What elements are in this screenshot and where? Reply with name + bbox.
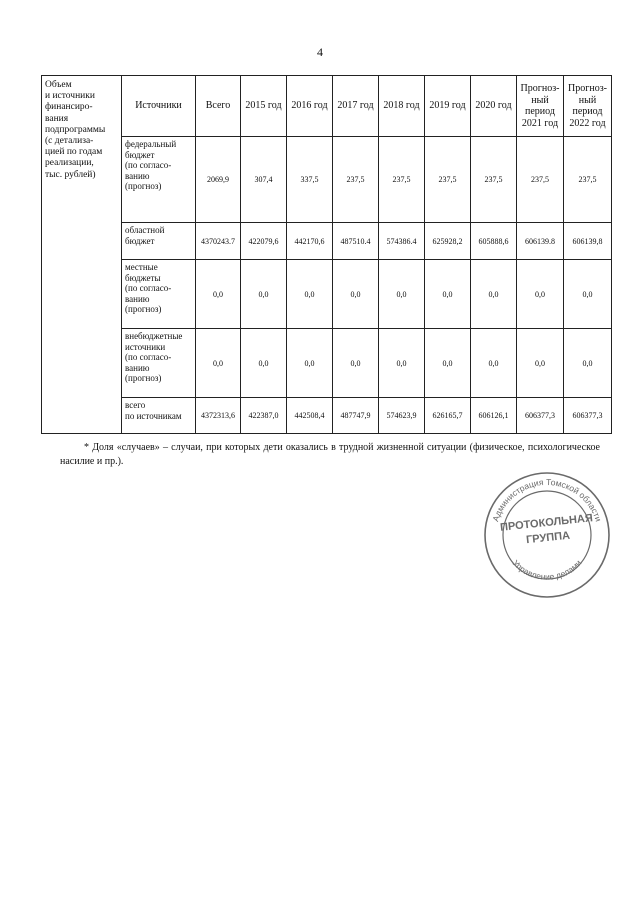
value-cell: 0,0 [471,329,517,398]
value-cell: 0,0 [287,260,333,329]
value-cell: 0,0 [471,260,517,329]
column-header: 2018 год [379,76,425,137]
value-cell: 0,0 [333,260,379,329]
column-header: 2017 год [333,76,379,137]
stamp-center-line1: ПРОТОКОЛЬНАЯ [499,512,594,534]
value-cell: 237,5 [379,137,425,223]
table-row [42,398,612,434]
value-cell: 0,0 [425,260,471,329]
value-cell: 606139.8 [517,223,564,260]
value-cell: 307,4 [241,137,287,223]
value-cell: 422387,0 [241,398,287,434]
value-cell: 0,0 [287,329,333,398]
column-header: Прогноз- ный период 2022 год [564,76,612,137]
value-cell: 237,5 [471,137,517,223]
value-cell: 606126,1 [471,398,517,434]
value-cell: 4372313,6 [196,398,241,434]
value-cell: 237,5 [564,137,612,223]
value-cell: 0,0 [379,260,425,329]
column-header: 2019 год [425,76,471,137]
value-cell: 0,0 [517,329,564,398]
source-cell: областной бюджет [122,223,196,260]
stamp-outer-text: Администрация Томской области [490,476,604,523]
value-cell: 0,0 [196,260,241,329]
value-cell: 606139,8 [564,223,612,260]
value-cell: 237,5 [333,137,379,223]
column-header: Всего [196,76,241,137]
value-cell: 487747,9 [333,398,379,434]
value-cell: 487510.4 [333,223,379,260]
column-header: 2020 год [471,76,517,137]
value-cell: 625928,2 [425,223,471,260]
value-cell: 574386.4 [379,223,425,260]
value-cell: 0,0 [425,329,471,398]
source-cell: федеральный бюджет (по согласо- ванию (прогноз) [122,137,196,223]
value-cell: 337,5 [287,137,333,223]
organization-stamp [482,470,612,600]
column-header: Источники [122,76,196,137]
subprogram-financing-label: Объем и источники финансиро- вания подпрограммы (с детализа- цией по годам реализации, тыс. рублей) [42,76,122,434]
value-cell: 0,0 [564,260,612,329]
value-cell: 606377,3 [517,398,564,434]
table-row [42,137,612,223]
value-cell: 2069,9 [196,137,241,223]
table-row [42,329,612,398]
column-header: 2016 год [287,76,333,137]
value-cell: 0,0 [564,329,612,398]
value-cell: 0,0 [333,329,379,398]
source-cell: всего по источникам [122,398,196,434]
stamp-bottom-text: Управление делами [510,557,584,582]
value-cell: 422079,6 [241,223,287,260]
value-cell: 0,0 [196,329,241,398]
column-header: Прогноз- ный период 2021 год [517,76,564,137]
column-header: 2015 год [241,76,287,137]
table-row [42,260,612,329]
footnote: * Доля «случаев» – случаи, при которых дети оказались в трудной жизненной ситуации (физическое, психологическое насилие и пр.). [60,442,600,467]
table-row [42,223,612,260]
value-cell: 237,5 [425,137,471,223]
value-cell: 0,0 [241,260,287,329]
value-cell: 237,5 [517,137,564,223]
value-cell: 0,0 [379,329,425,398]
value-cell: 4370243.7 [196,223,241,260]
value-cell: 442170,6 [287,223,333,260]
value-cell: 574623,9 [379,398,425,434]
page-number: 4 [317,45,323,59]
value-cell: 605888,6 [471,223,517,260]
financing-table [41,75,612,434]
value-cell: 0,0 [241,329,287,398]
header-row [42,76,612,137]
value-cell: 0,0 [517,260,564,329]
stamp-center-line2: ГРУППА [525,529,571,547]
value-cell: 626165,7 [425,398,471,434]
source-cell: внебюджетные источники (по согласо- ванию (прогноз) [122,329,196,398]
source-cell: местные бюджеты (по согласо- ванию (прогноз) [122,260,196,329]
value-cell: 442508,4 [287,398,333,434]
value-cell: 606377,3 [564,398,612,434]
